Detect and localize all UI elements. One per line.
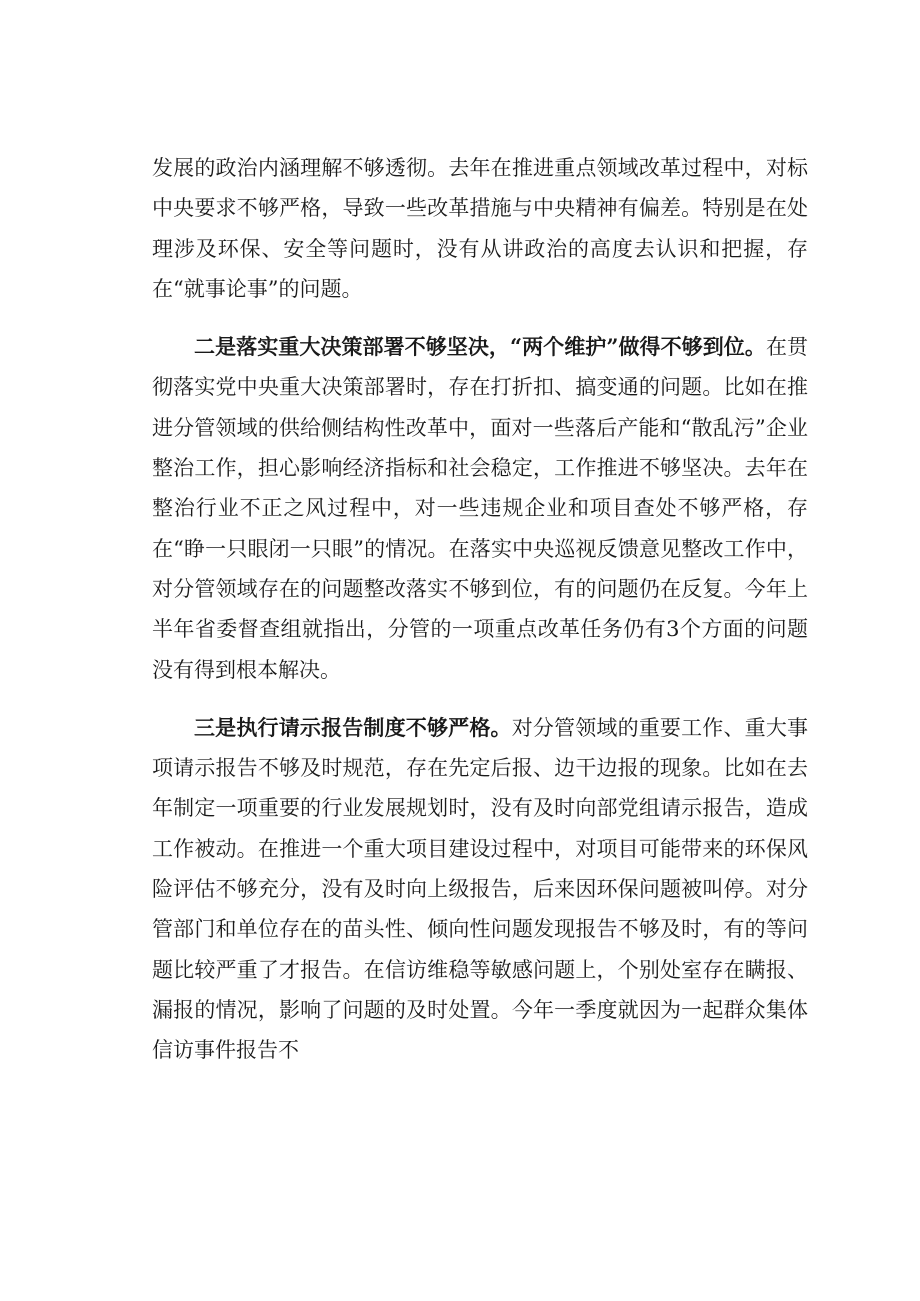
paragraph-2-heading: 二是落实重大决策部署不够坚决，“两个维护”做得不够到位。	[194, 334, 766, 360]
paragraph-2	[152, 327, 808, 690]
paragraph-1	[152, 148, 808, 309]
paragraph-1-text: 发展的政治内涵理解不够透彻。去年在推进重点领域改革过程中，对标中央要求不够严格，导致一些改革措施与中央精神有偏差。特别是在处理涉及环保、安全等问题时，没有从讲政治的高度去认识和把握，存在“就事论事”的问题。	[152, 156, 808, 301]
paragraph-3-text: 对分管领域的重要工作、重大事项请示报告不够及时规范，存在先定后报、边干边报的现象。比如在去年制定一项重要的行业发展规划时，没有及时向部党组请示报告，造成工作被动。在推进一个重大项目建设过程中，对项目可能带来的环保风险评估不够充分，没有及时向上级报告，后来因环保问题被叫停。对分管部门和单位存在的苗头性、倾向性问题发现报告不够及时，有的等问题比较严重了才报告。在信访维稳等敏感问题上，个别处室存在瞒报、漏报的情况，影响了问题的及时处置。今年一季度就因为一起群众集体信访事件报告不	[152, 715, 809, 1063]
paragraph-3	[152, 708, 808, 1071]
paragraph-2-text: 在贯彻落实党中央重大决策部署时，存在打折扣、搞变通的问题。比如在推进分管领域的供给侧结构性改革中，面对一些落后产能和“散乱污”企业整治工作，担心影响经济指标和社会稳定，工作推进不够坚决。去年在整治行业不正之风过程中，对一些违规企业和项目查处不够严格，存在“睁一只眼闭一只眼”的情况。在落实中央巡视反馈意见整改工作中，对分管领域存在的问题整改落实不够到位，有的问题仍在反复。今年上半年省委督查组就指出，分管的一项重点改革任务仍有3个方面的问题没有得到根本解决。	[152, 335, 809, 682]
paragraph-3-heading: 三是执行请示报告制度不够严格。	[194, 714, 512, 740]
document-body	[152, 148, 808, 1071]
